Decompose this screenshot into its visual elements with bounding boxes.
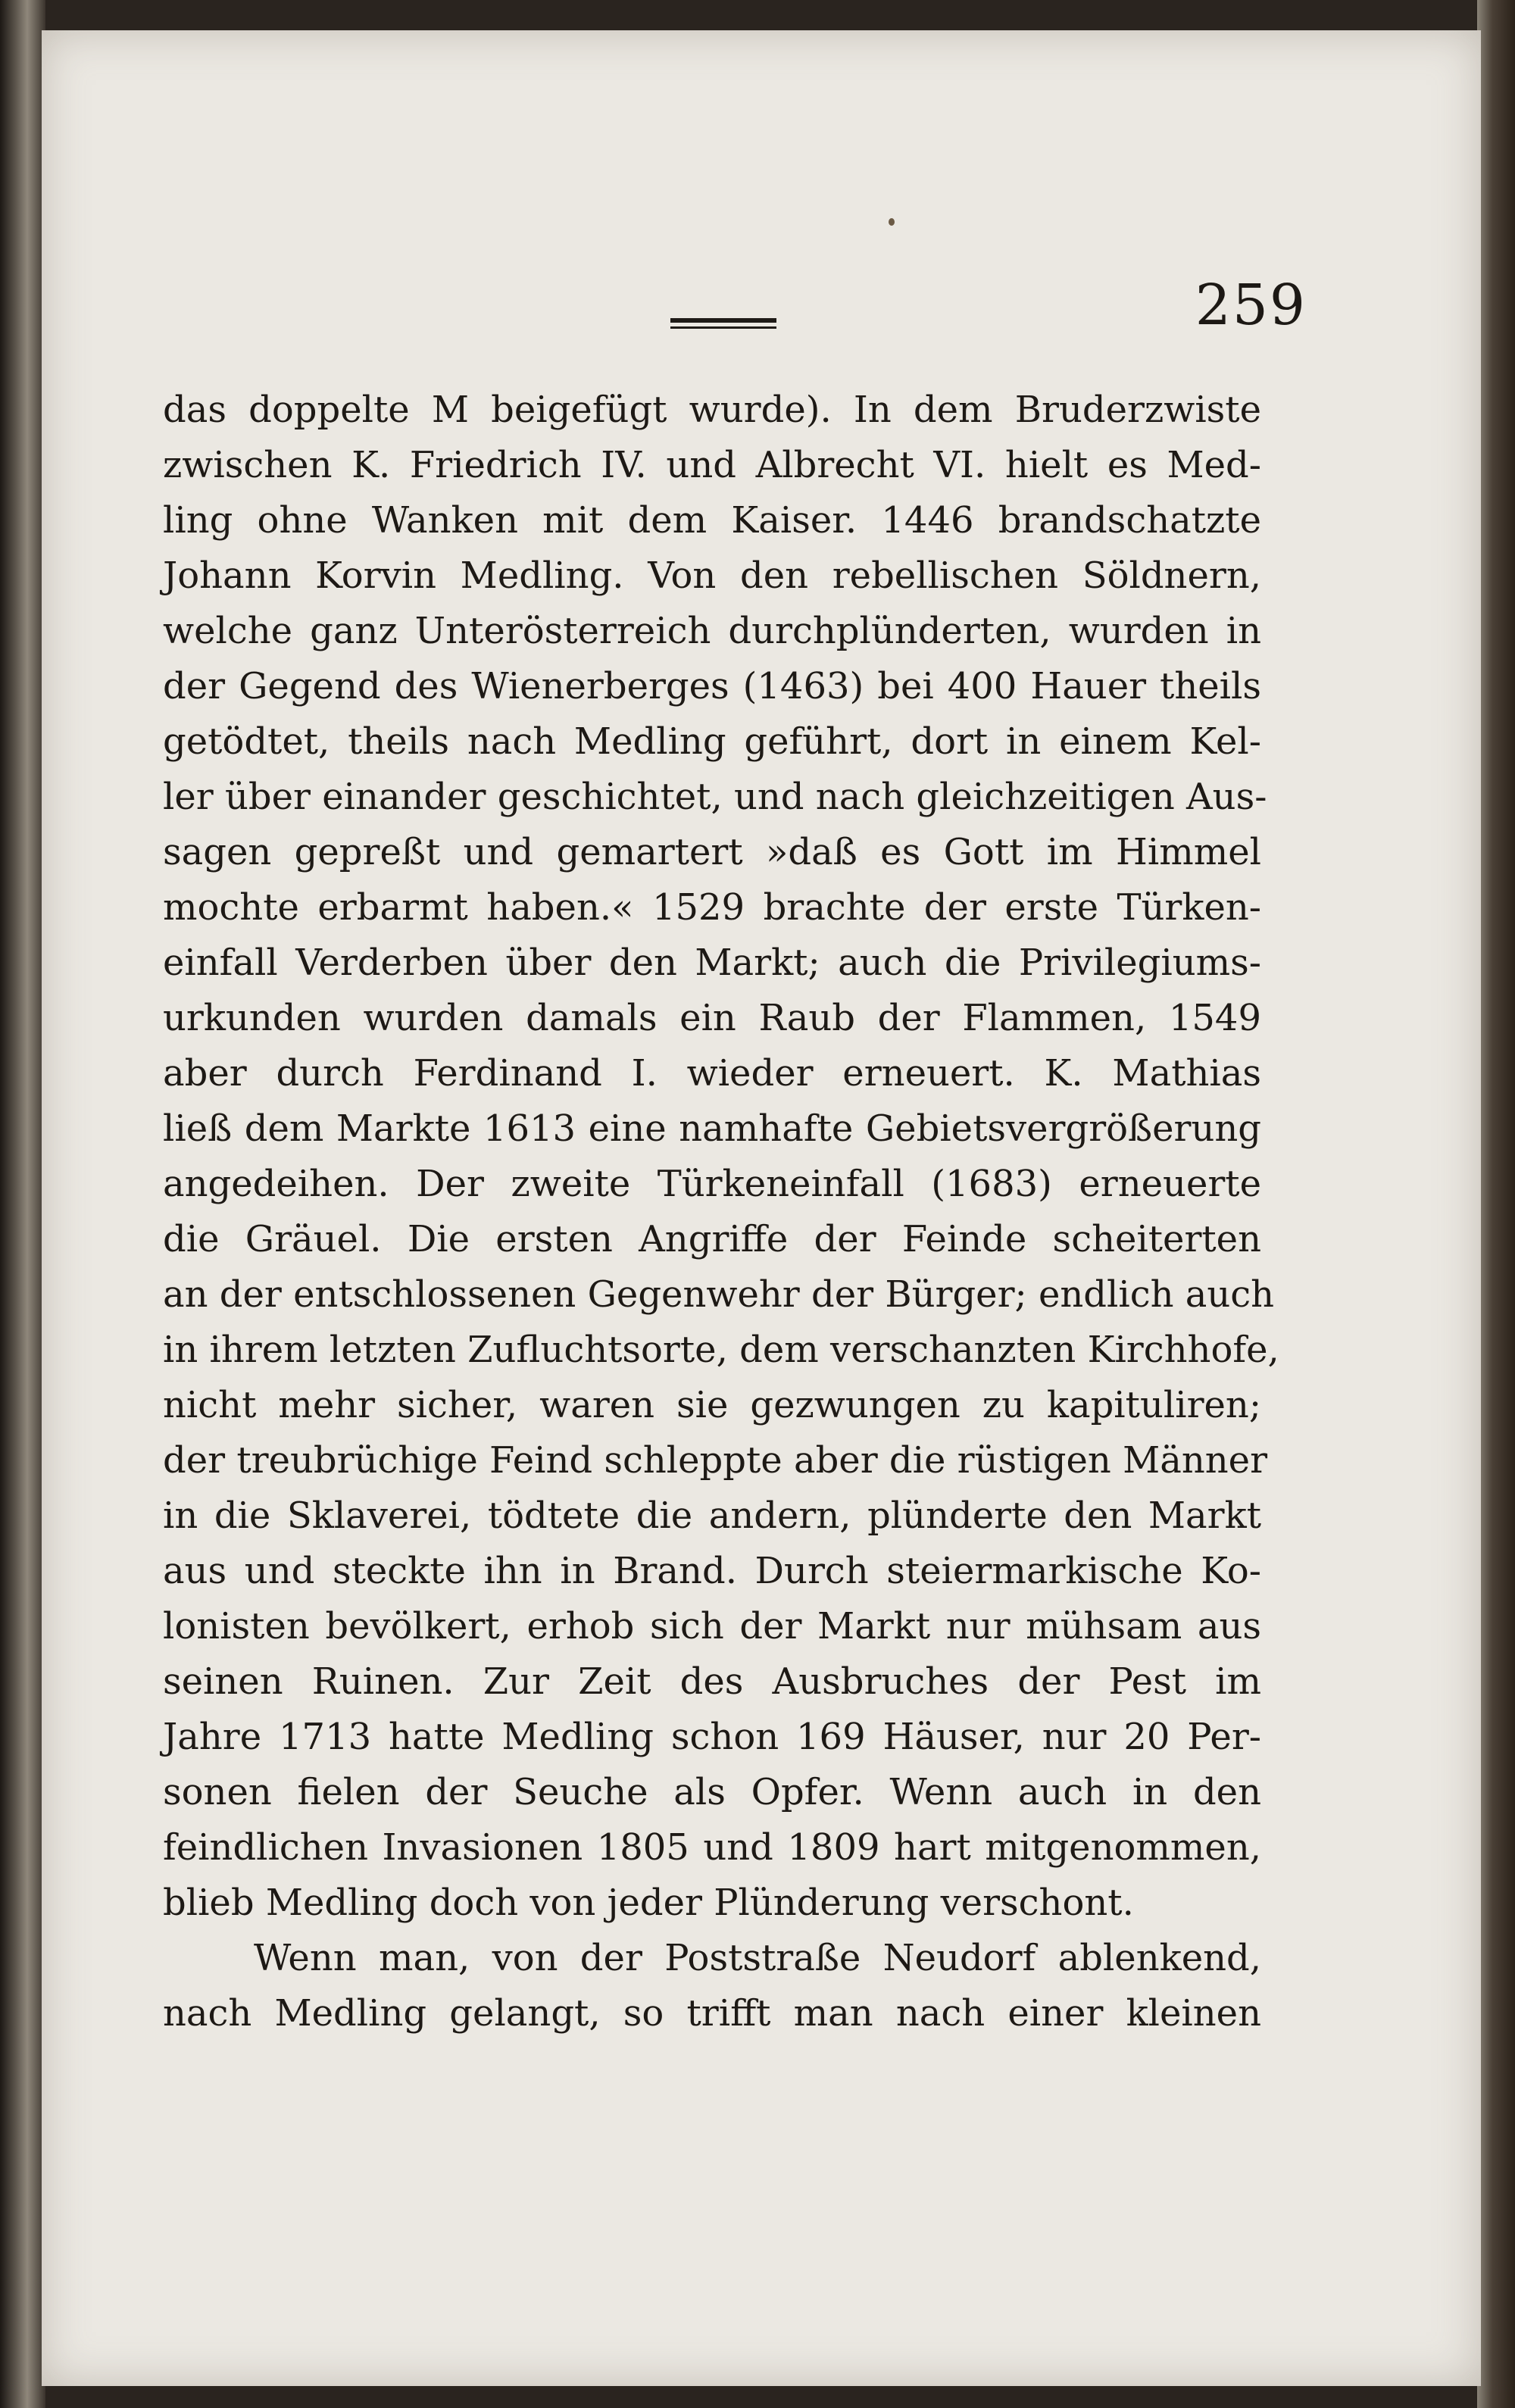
text-line: seinen Ruinen. Zur Zeit des Ausbruches der Pest im — [163, 1660, 1261, 1703]
text-line: ler über einander geschichtet, und nach gleichzeitigen Aus- — [163, 776, 1267, 818]
text-line: feindlichen Invasionen 1805 und 1809 hart mitgenommen, — [163, 1826, 1261, 1869]
book-page — [42, 30, 1481, 2386]
text-line: getödtet, theils nach Medling geführt, dort in einem Kel- — [163, 720, 1261, 763]
text-line: in ihrem letzten Zufluchtsorte, dem verschanzten Kirchhofe, — [163, 1329, 1279, 1371]
text-line: aber durch Ferdinand I. wieder erneuert. K. Mathias — [163, 1052, 1261, 1095]
page-edge — [1477, 0, 1515, 2408]
text-line: lonisten bevölkert, erhob sich der Markt nur mühsam aus — [163, 1605, 1261, 1647]
text-line: blieb Medling doch von jeder Plünderung verschont. — [163, 1882, 1134, 1924]
text-line: ling ohne Wanken mit dem Kaiser. 1446 brandschatzte — [163, 499, 1261, 542]
text-line: an der entschlossenen Gegenwehr der Bürger; endlich auch — [163, 1273, 1275, 1316]
text-line: nach Medling gelangt, so trifft man nach einer kleinen — [163, 1992, 1261, 2035]
body-text — [163, 383, 1279, 2041]
text-line: zwischen K. Friedrich IV. und Albrecht VI. hielt es Med- — [163, 444, 1261, 486]
text-line: mochte erbarmt haben.« 1529 brachte der erste Türken- — [163, 886, 1261, 929]
paragraph-start-line: Wenn man, von der Poststraße Neudorf ablenkend, — [254, 1937, 1261, 1979]
page-number: 259 — [1195, 273, 1307, 338]
text-line: in die Sklaverei, tödtete die andern, plünderte den Markt — [163, 1494, 1261, 1537]
ink-speck — [889, 218, 895, 226]
header-rule — [670, 318, 776, 329]
running-head — [640, 273, 1307, 356]
text-line: nicht mehr sicher, waren sie gezwungen zu kapituliren; — [163, 1384, 1261, 1426]
text-line: Johann Korvin Medling. Von den rebellischen Söldnern, — [163, 554, 1261, 597]
text-line: sagen gepreßt und gemartert »daß es Gott im Himmel — [163, 831, 1261, 873]
text-line: ließ dem Markte 1613 eine namhafte Gebietsvergrößerung — [163, 1107, 1261, 1150]
text-line: Jahre 1713 hatte Medling schon 169 Häuser, nur 20 Per- — [163, 1716, 1261, 1758]
text-line: einfall Verderben über den Markt; auch die Privilegiums- — [163, 942, 1261, 984]
text-line: sonen fielen der Seuche als Opfer. Wenn auch in den — [163, 1771, 1261, 1813]
text-line: die Gräuel. Die ersten Angriffe der Feinde scheiterten — [163, 1218, 1261, 1260]
text-line: aus und steckte ihn in Brand. Durch steiermarkische Ko- — [163, 1550, 1261, 1592]
text-line: urkunden wurden damals ein Raub der Flammen, 1549 — [163, 997, 1261, 1039]
text-line: welche ganz Unterösterreich durchplünderten, wurden in — [163, 610, 1261, 652]
text-line: der treubrüchige Feind schleppte aber die rüstigen Männer — [163, 1439, 1268, 1482]
book-binding — [0, 0, 45, 2408]
text-line: angedeihen. Der zweite Türkeneinfall (1683) erneuerte — [163, 1163, 1261, 1205]
text-line: das doppelte M beigefügt wurde). In dem Bruderzwiste — [163, 389, 1261, 431]
text-line: der Gegend des Wienerberges (1463) bei 400 Hauer theils — [163, 665, 1261, 707]
